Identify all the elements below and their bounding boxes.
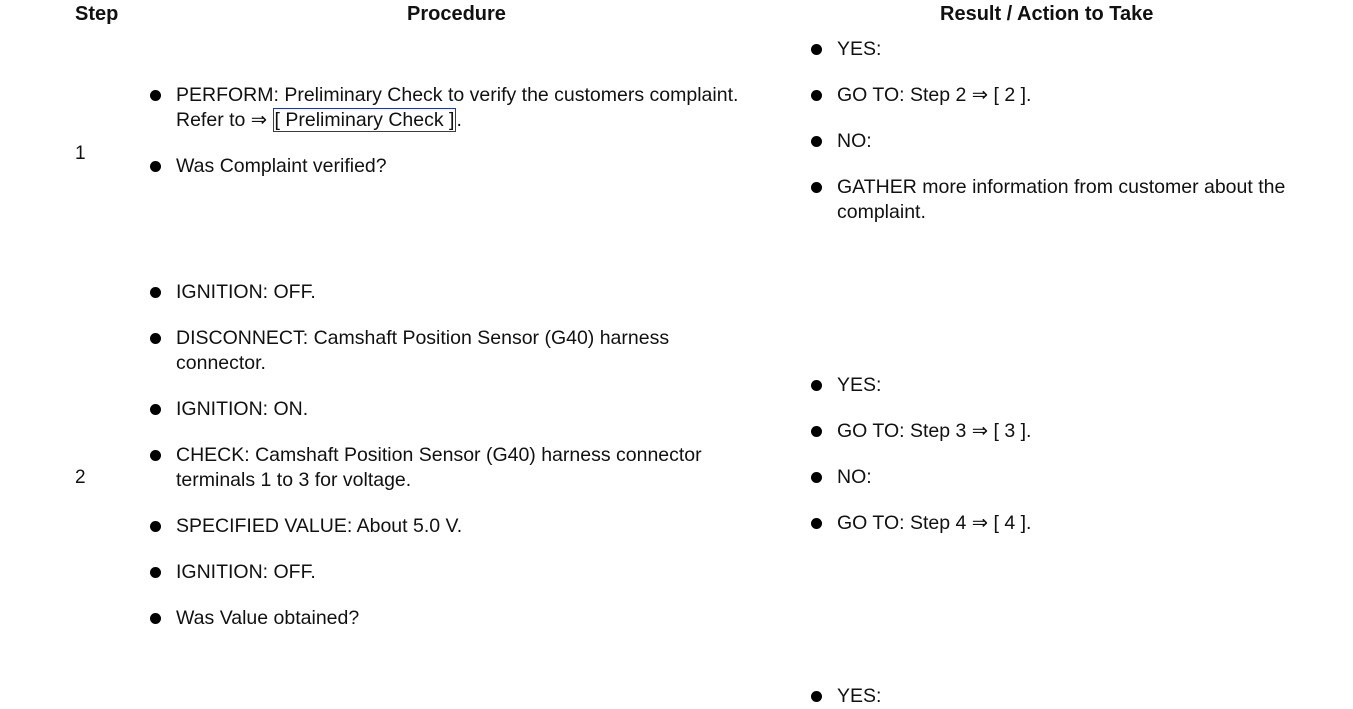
step-number-2: 2 <box>75 467 86 488</box>
procedure-item: IGNITION: ON. <box>150 397 750 422</box>
result-item: GO TO: Step 4 ⇒ [ 4 ]. <box>811 511 1291 536</box>
result-item: NO: <box>811 129 1291 154</box>
procedure-item: CHECK: Camshaft Position Sensor (G40) harness connector terminals 1 to 3 for voltage. <box>150 443 750 493</box>
procedure-item <box>150 83 790 133</box>
result-item: GO TO: Step 3 ⇒ [ 3 ]. <box>811 419 1291 444</box>
preliminary-check-link[interactable]: [ Preliminary Check ] <box>274 109 455 131</box>
procedure-item: IGNITION: OFF. <box>150 560 750 585</box>
procedure-text: . <box>456 109 462 131</box>
header-result: Result / Action to Take <box>940 3 1154 25</box>
result-item: NO: <box>811 465 1291 490</box>
result-item: YES: <box>811 684 1291 709</box>
procedure-item: DISCONNECT: Camshaft Position Sensor (G40) harness connector. <box>150 326 750 376</box>
procedure-list-step-1 <box>150 83 790 179</box>
result-list-step-1 <box>811 37 1291 225</box>
result-list-step-3 <box>811 684 1291 709</box>
header-procedure: Procedure <box>407 3 506 25</box>
procedure-item: Was Complaint verified? <box>150 154 790 179</box>
procedure-item: SPECIFIED VALUE: About 5.0 V. <box>150 514 750 539</box>
procedure-list-step-2 <box>150 280 750 631</box>
step-number-1: 1 <box>75 143 86 164</box>
procedure-item: IGNITION: OFF. <box>150 280 750 305</box>
result-item: YES: <box>811 373 1291 398</box>
header-step: Step <box>75 3 119 25</box>
procedure-text: PERFORM: Preliminary Check to verify the customers complaint. Refer to ⇒ <box>176 84 739 131</box>
procedure-item: Was Value obtained? <box>150 606 750 631</box>
result-list-step-2 <box>811 373 1291 536</box>
result-item: YES: <box>811 37 1291 62</box>
result-item: GO TO: Step 2 ⇒ [ 2 ]. <box>811 83 1291 108</box>
result-item: GATHER more information from customer about the complaint. <box>811 175 1291 225</box>
